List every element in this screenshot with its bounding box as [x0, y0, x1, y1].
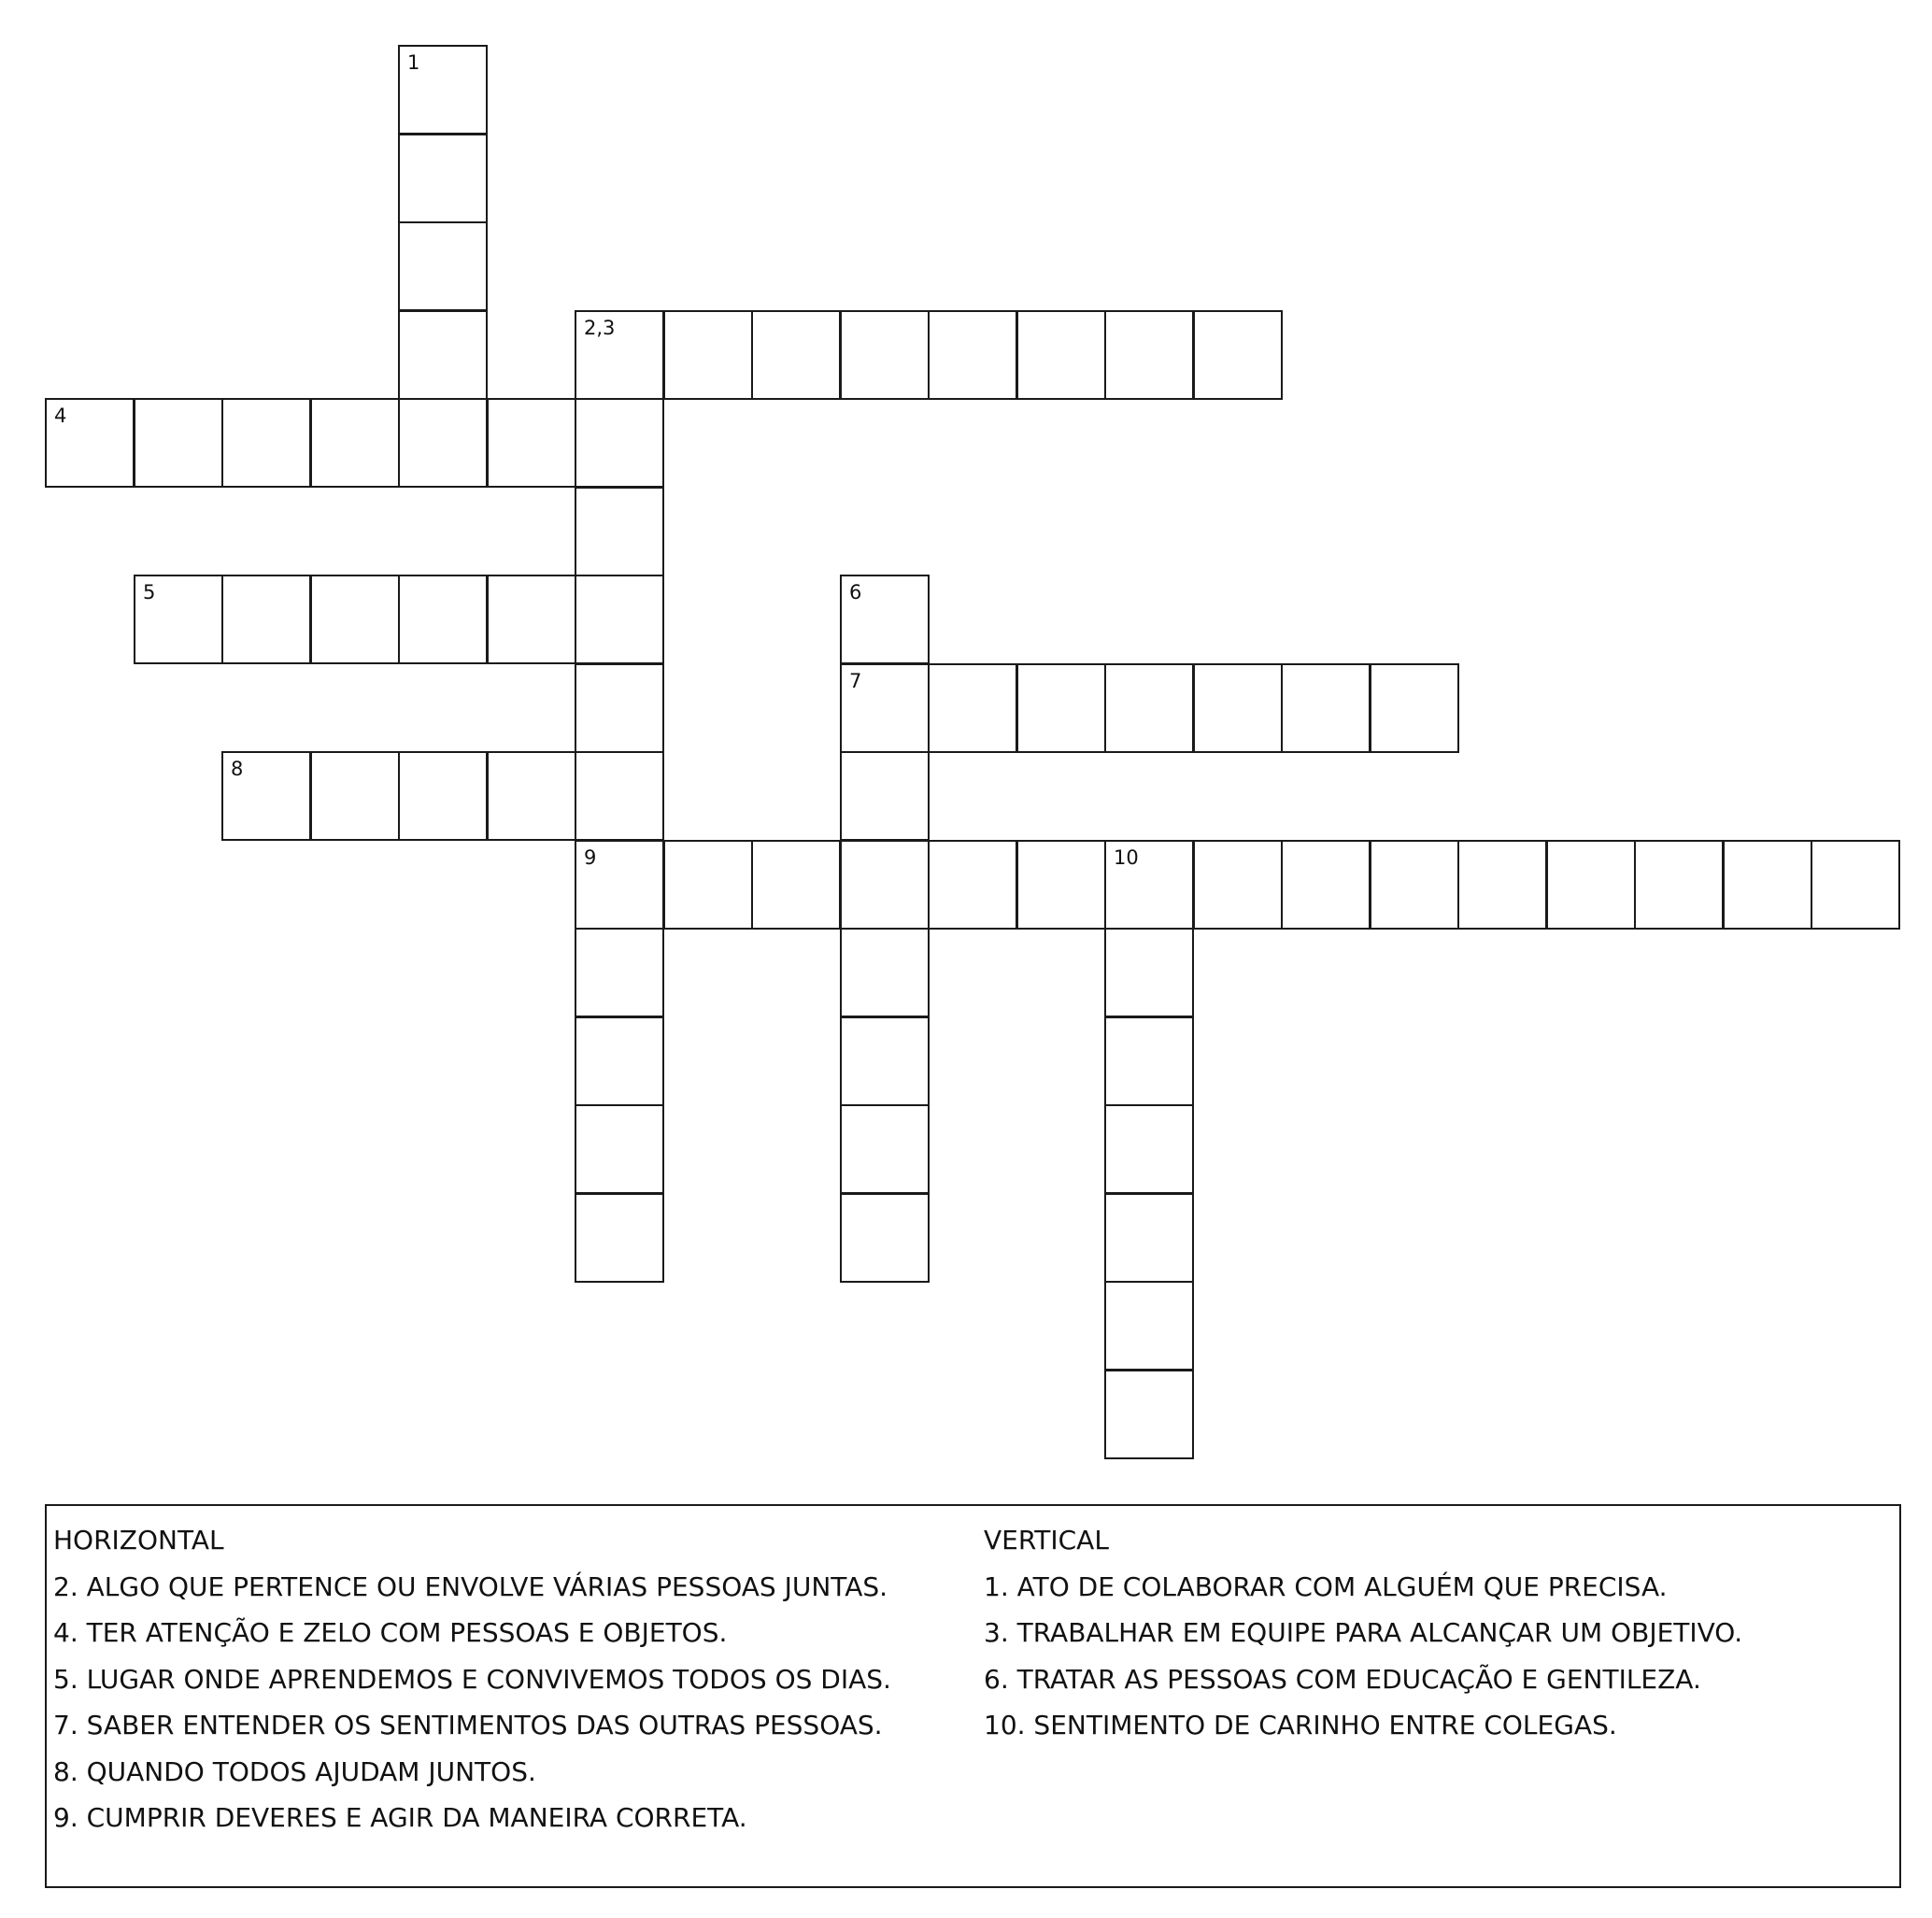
grid-cell[interactable]	[1193, 840, 1283, 930]
vertical-clue-3: 3. TRABALHAR EM EQUIPE PARA ALCANÇAR UM OBJETIVO.	[984, 1617, 1743, 1648]
grid-cell[interactable]	[1457, 840, 1547, 930]
horizontal-clue-7: 7. SABER ENTENDER OS SENTIMENTOS DAS OUTRAS PESSOAS.	[53, 1710, 883, 1740]
grid-cell[interactable]	[221, 751, 311, 841]
grid-cell[interactable]	[575, 1193, 664, 1283]
grid-cell[interactable]	[398, 575, 488, 664]
grid-cell[interactable]	[398, 45, 488, 135]
grid-cell[interactable]	[840, 663, 930, 753]
grid-cell[interactable]	[1016, 310, 1106, 400]
grid-cell[interactable]	[928, 663, 1017, 753]
grid-cell[interactable]	[221, 575, 311, 664]
grid-cell[interactable]	[840, 928, 930, 1017]
vertical-heading: VERTICAL	[984, 1525, 1109, 1556]
vertical-clue-1: 1. ATO DE COLABORAR COM ALGUÉM QUE PRECISA.	[984, 1570, 1668, 1602]
grid-cell[interactable]	[1104, 1281, 1194, 1371]
grid-cell[interactable]	[134, 398, 223, 488]
vertical-clues	[984, 1517, 1742, 1749]
grid-cell[interactable]	[575, 398, 664, 488]
grid-cell[interactable]	[1281, 663, 1371, 753]
grid-cell[interactable]	[663, 310, 753, 400]
grid-cell[interactable]	[487, 575, 576, 664]
grid-cell[interactable]	[1104, 840, 1194, 930]
clue-number: 9	[584, 846, 597, 869]
grid-cell[interactable]	[840, 1016, 930, 1106]
grid-cell[interactable]	[840, 310, 930, 400]
grid-cell[interactable]	[1104, 663, 1194, 753]
grid-cell[interactable]	[134, 575, 223, 664]
grid-cell[interactable]	[575, 840, 664, 930]
clue-number: 4	[54, 405, 67, 427]
grid-cell[interactable]	[928, 310, 1017, 400]
grid-cell[interactable]	[575, 751, 664, 841]
grid-cell[interactable]	[1016, 663, 1106, 753]
grid-cell[interactable]	[1104, 1193, 1194, 1283]
grid-cell[interactable]	[840, 751, 930, 841]
grid-cell[interactable]	[310, 575, 400, 664]
horizontal-clue-9: 9. CUMPRIR DEVERES E AGIR DA MANEIRA CORRETA.	[53, 1802, 747, 1833]
grid-cell[interactable]	[45, 398, 135, 488]
grid-cell[interactable]	[663, 840, 753, 930]
grid-cell[interactable]	[1723, 840, 1812, 930]
grid-cell[interactable]	[928, 840, 1017, 930]
grid-cell[interactable]	[575, 928, 664, 1017]
grid-cell[interactable]	[575, 310, 664, 400]
grid-cell[interactable]	[575, 1104, 664, 1194]
grid-cell[interactable]	[575, 1016, 664, 1106]
horizontal-heading: HORIZONTAL	[53, 1525, 224, 1556]
clue-number: 6	[849, 581, 862, 604]
vertical-clue-10: 10. SENTIMENTO DE CARINHO ENTRE COLEGAS.	[984, 1710, 1617, 1740]
grid-cell[interactable]	[575, 487, 664, 576]
grid-cell[interactable]	[398, 134, 488, 223]
grid-cell[interactable]	[840, 840, 930, 930]
grid-cell[interactable]	[221, 398, 311, 488]
grid-cell[interactable]	[1370, 663, 1459, 753]
clue-number: 2,3	[584, 317, 616, 339]
horizontal-clue-2: 2. ALGO QUE PERTENCE OU ENVOLVE VÁRIAS PESSOAS JUNTAS.	[53, 1570, 888, 1602]
grid-cell[interactable]	[575, 663, 664, 753]
grid-cell[interactable]	[487, 751, 576, 841]
grid-cell[interactable]	[487, 398, 576, 488]
grid-cell[interactable]	[310, 751, 400, 841]
horizontal-clue-8: 8. QUANDO TODOS AJUDAM JUNTOS.	[53, 1755, 536, 1787]
grid-cell[interactable]	[751, 840, 841, 930]
grid-cell[interactable]	[751, 310, 841, 400]
grid-cell[interactable]	[1193, 310, 1283, 400]
grid-cell[interactable]	[398, 221, 488, 311]
grid-cell[interactable]	[840, 575, 930, 664]
grid-cell[interactable]	[398, 398, 488, 488]
clue-number: 10	[1114, 846, 1139, 869]
clue-number: 5	[143, 581, 156, 604]
grid-cell[interactable]	[1811, 840, 1900, 930]
grid-cell[interactable]	[1281, 840, 1371, 930]
clues-panel	[45, 1504, 1901, 1888]
horizontal-clue-4: 4. TER ATENÇÃO E ZELO COM PESSOAS E OBJETOS.	[53, 1617, 728, 1648]
clue-number: 1	[407, 51, 420, 74]
grid-cell[interactable]	[1016, 840, 1106, 930]
grid-cell[interactable]	[1104, 1016, 1194, 1106]
horizontal-clue-5: 5. LUGAR ONDE APRENDEMOS E CONVIVEMOS TODOS OS DIAS.	[53, 1663, 891, 1695]
grid-cell[interactable]	[398, 310, 488, 400]
vertical-clue-6: 6. TRATAR AS PESSOAS COM EDUCAÇÃO E GENTILEZA.	[984, 1663, 1701, 1695]
grid-cell[interactable]	[1104, 310, 1194, 400]
grid-cell[interactable]	[1104, 928, 1194, 1017]
grid-cell[interactable]	[398, 751, 488, 841]
grid-cell[interactable]	[575, 575, 664, 664]
clue-number: 7	[849, 670, 862, 692]
grid-cell[interactable]	[1370, 840, 1459, 930]
horizontal-clues	[53, 1517, 891, 1841]
clue-number: 8	[231, 758, 244, 780]
grid-cell[interactable]	[1193, 663, 1283, 753]
grid-cell[interactable]	[310, 398, 400, 488]
grid-cell[interactable]	[1546, 840, 1636, 930]
grid-cell[interactable]	[1104, 1370, 1194, 1459]
grid-cell[interactable]	[840, 1104, 930, 1194]
grid-cell[interactable]	[1104, 1104, 1194, 1194]
grid-cell[interactable]	[840, 1193, 930, 1283]
grid-cell[interactable]	[1634, 840, 1724, 930]
